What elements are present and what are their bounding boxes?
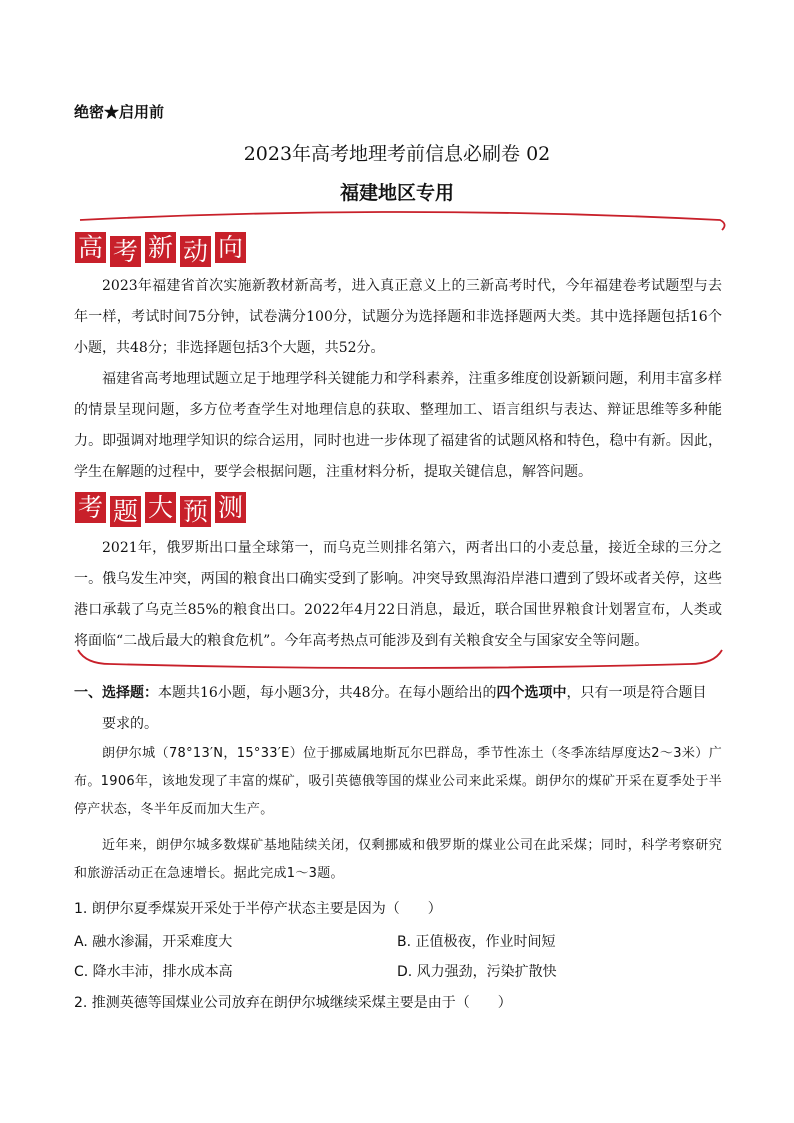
material-paragraph: 朗伊尔城（78°13′N，15°33′E）位于挪威属地斯瓦尔巴群岛，季节性冻土（冬季冻结厚度达2～3米）广布。1906年，该地发现了丰富的煤矿，吸引英德俄等国的煤业公司来此采煤。朗伊尔的煤矿开采在夏季处于半停产状态，冬半年反而加大生产。 (74, 746, 722, 817)
question-1-option-a: A. 融水渗漏，开采难度大 (74, 934, 233, 950)
badge-char: 动 (180, 236, 211, 267)
question-1-stem: 1. 朗伊尔夏季煤炭开采处于半停产状态主要是因为（ ） (74, 901, 442, 917)
heading-prefix: 一、选择题： (74, 685, 158, 701)
badge-char: 测 (215, 492, 246, 523)
trends-paragraph: 2023年福建省首次实施新教材新高考，进入真正意义上的三新高考时代，今年福建卷考试题型与去年一样，考试时间75分钟，试卷满分100分，试题分为选择题和非选择题两大类。其中选择题包括16个小题，共48分；非选择题包括3个大题，共52分。 (74, 278, 722, 356)
heading-suffix: ，只有一项是符合题目 (566, 685, 707, 701)
badge-char: 预 (180, 496, 211, 527)
badge-char: 高 (75, 232, 106, 263)
section-heading (74, 678, 722, 740)
question-1-option-d: D. 风力强劲，污染扩散快 (397, 964, 557, 980)
badge-char: 向 (215, 232, 246, 263)
material-paragraph: 近年来，朗伊尔城多数煤矿基地陆续关闭，仅剩挪威和俄罗斯的煤业公司在此采煤；同时，科学考察研究和旅游活动正在急速增长。据此完成1～3题。 (74, 838, 722, 881)
question-1-option-b: B. 正值极夜，作业时间短 (397, 934, 556, 950)
badge-char: 考 (110, 236, 141, 267)
trends-paragraph: 福建省高考地理试题立足于地理学科关键能力和学科素养，注重多维度创设新颖问题，利用丰富多样的情景呈现问题，多方位考查学生对地理信息的获取、整理加工、语言组织与表达、辩证思维等多种能力。即强调对地理学知识的综合运用，同时也进一步体现了福建省的试题风格和特色，稳中有新。因此，学生在解题的过程中，要学会根据问题，注重材料分析，提取关键信息，解答问题。 (74, 371, 722, 480)
section-badge-trends (75, 232, 250, 267)
heading-bold: 四个选项中 (496, 685, 567, 701)
page-title: 2023年高考地理考前信息必刷卷 02 (243, 143, 551, 165)
heading-text: 本题共16小题，每小题3分，共48分。在每小题给出的 (158, 685, 497, 701)
section-badge-forecast (75, 492, 250, 527)
badge-char: 新 (145, 232, 176, 263)
confidential-label: 绝密★启用前 (74, 103, 165, 121)
badge-char: 考 (75, 492, 106, 523)
forecast-paragraph: 2021年，俄罗斯出口量全球第一，而乌克兰则排名第六，两者出口的小麦总量，接近全球的三分之一。俄乌发生冲突，两国的粮食出口确实受到了影响。冲突导致黑海沿岸港口遭到了毁坏或者关停，这些港口承载了乌克兰85%的粮食出口。2022年4月22日消息，最近，联合国世界粮食计划署宣布，人类或将面临“二战后最大的粮食危机”。今年高考热点可能涉及到有关粮食安全与国家安全等问题。 (74, 540, 722, 649)
badge-char: 大 (145, 492, 176, 523)
question-1-option-c: C. 降水丰沛，排水成本高 (74, 964, 233, 980)
heading-line2: 要求的。 (102, 716, 158, 732)
question-2-stem: 2. 推测英德等国煤业公司放弃在朗伊尔城继续采煤主要是由于（ ） (74, 995, 512, 1011)
badge-char: 题 (110, 496, 141, 527)
page-subtitle: 福建地区专用 (339, 182, 454, 204)
